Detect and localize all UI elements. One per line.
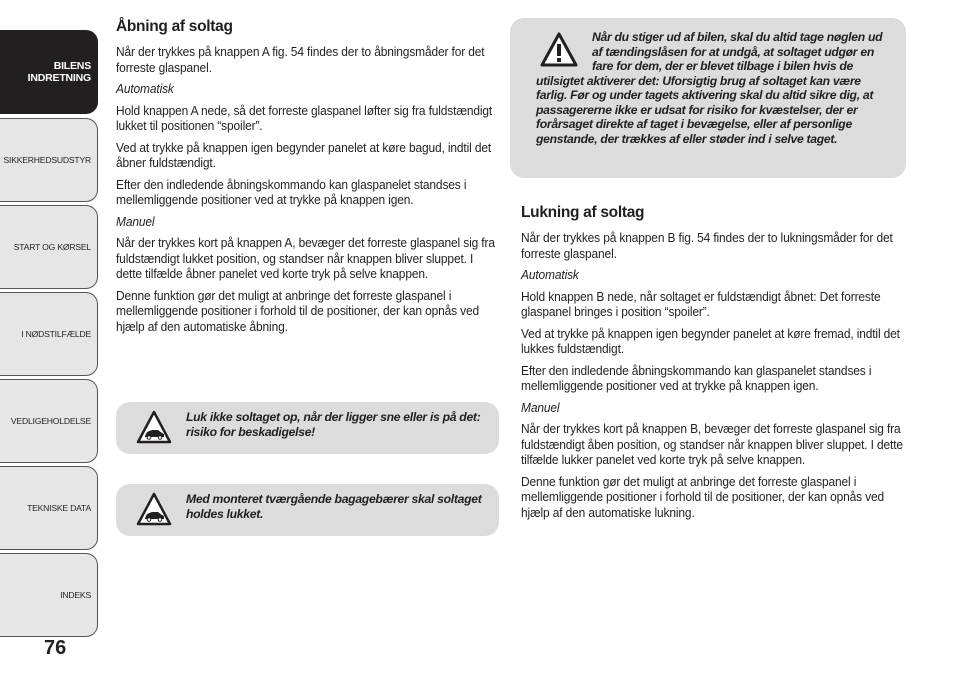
tab-tekniske-data[interactable]: TEKNISKE DATA <box>0 466 98 550</box>
caution-note-snow <box>116 402 499 454</box>
paragraph: Når der trykkes kort på knappen A, bevæger det forreste glaspanel sig fra fuldstændigt lukket position, og standser når knappen bliver sluppet. I dette tilfælde åbner panelet ved korte tryk på selve knappen. <box>116 235 495 281</box>
tab-i-nodstilfaelde[interactable]: I NØDSTILFÆLDE <box>0 292 98 376</box>
tab-indeks[interactable]: INDEKS <box>0 553 98 637</box>
paragraph: Når der trykkes på knappen A fig. 54 findes der to åbningsmåder for det forreste glaspanel. <box>116 44 485 75</box>
paragraph: Denne funktion gør det muligt at anbringe det forreste glaspanel i mellemliggende positioner i forhold til de positioner, der kan opnås ved hjælp af den automatiske lukning. <box>521 473 885 520</box>
warning-text-first: Når du stiger ud af bilen, skal du altid tage nøglen ud af tændingslåsen for at undgå, at soltaget udgør en fare for dem, der er blevet tilbage i bilen hvis de <box>592 30 883 73</box>
section-heading-opening: Åbning af soltag <box>116 18 233 35</box>
car-damage-icon <box>136 410 172 444</box>
opening-section <box>116 18 501 340</box>
warning-text <box>536 30 894 146</box>
subheading-manual: Manuel <box>521 399 560 415</box>
subheading-automatic: Automatisk <box>521 267 579 282</box>
paragraph: Hold knappen B nede, når soltaget er fuldstændigt åbnet: Det forreste glaspanel bringes i position “spoiler”. <box>521 288 881 319</box>
car-damage-icon <box>136 492 172 526</box>
subheading-manual: Manuel <box>116 213 155 229</box>
page-number: 76 <box>44 637 67 659</box>
tab-bilens-indretning[interactable]: BILENS INDRETNING <box>0 30 98 114</box>
paragraph: Hold knappen A nede, så det forreste glaspanel løfter sig fra fuldstændigt lukket til positionen “spoiler”. <box>116 102 493 133</box>
paragraph: Når der trykkes på knappen B fig. 54 findes der to lukningsmåder for det forreste glaspanel. <box>521 230 893 261</box>
subheading-automatic: Automatisk <box>116 81 174 96</box>
paragraph: Ved at trykke på knappen igen begynder panelet at køre bagud, indtil det åbner fuldstændigt. <box>116 139 492 170</box>
paragraph: Efter den indledende åbningskommando kan glaspanelet standses i mellemliggende positioner ved at trykke på knappen igen. <box>116 176 467 207</box>
tab-vedligeholdelse[interactable]: VEDLIGEHOLDELSE <box>0 379 98 463</box>
warning-box-key <box>510 18 906 178</box>
paragraph: Ved at trykke på knappen igen begynder panelet at køre fremad, indtil det lukkes fuldstændigt. <box>521 325 900 356</box>
paragraph: Denne funktion gør det muligt at anbringe det forreste glaspanel i mellemliggende positioner i forhold til de positioner, der kan opnås ved hjælp af den automatiske åbning. <box>116 287 480 334</box>
section-heading-closing: Lukning af soltag <box>521 204 645 221</box>
closing-section <box>521 204 911 526</box>
caution-text: Med monteret tværgående bagagebærer skal soltaget holdes lukket. <box>186 492 482 521</box>
caution-text: Luk ikke soltaget op, når der ligger sne eller is på det: risiko for beskadigelse! <box>186 410 481 439</box>
tab-sikkerhedsudstyr[interactable]: SIKKERHEDSUDSTYR <box>0 118 98 202</box>
warning-text-rest: utilsigtet aktiverer det: Uforsigtig brug af soltaget kan være farlig. Før og under tagets aktivering skal du altid sikre dig, at passagererne ikke er udsat for risiko for kvæstelser, der er forårsaget direkte af taget i bevægelse, eller af personlige genstande, der trækkes af eller støder ind i selve taget. <box>536 73 874 146</box>
paragraph: Når der trykkes kort på knappen B, bevæger det forreste glaspanel sig fra fuldstændigt åben position, og standser når knappen bliver sluppet. I dette tilfælde lukker panelet ved korte tryk på selve knappen. <box>521 421 903 467</box>
paragraph: Efter den indledende åbningskommando kan glaspanelet standses i mellemliggende positioner ved at trykke på knappen igen. <box>521 362 872 393</box>
caution-note-roof-rack <box>116 484 499 536</box>
tab-start-og-korsel[interactable]: START OG KØRSEL <box>0 205 98 289</box>
